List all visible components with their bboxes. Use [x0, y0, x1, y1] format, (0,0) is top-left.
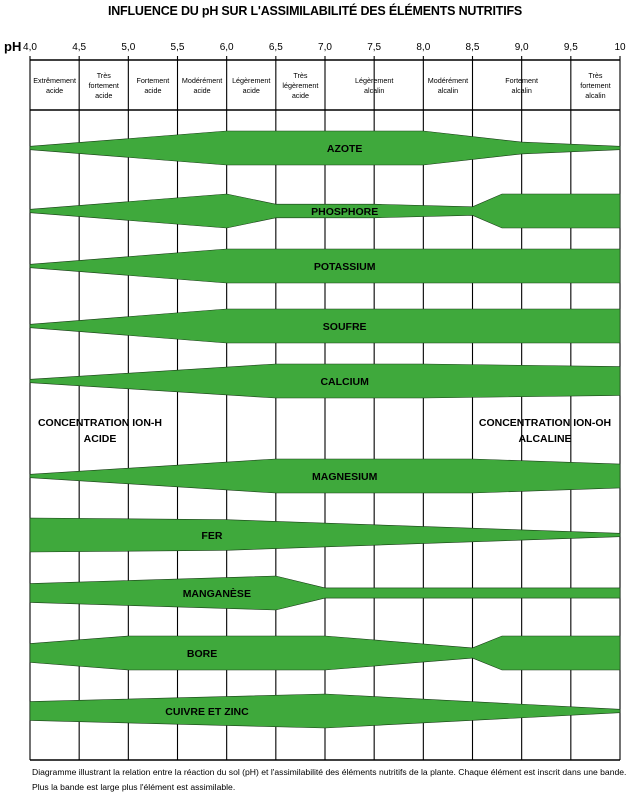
zone-label: Fortement acide — [136, 76, 170, 95]
x-tick-label: 8,5 — [465, 42, 480, 53]
x-tick-label: 6,0 — [219, 42, 234, 53]
concentration-label-left: CONCENTRATION ION-H ACIDE — [37, 417, 163, 445]
x-tick-label: 7,0 — [318, 42, 332, 53]
zone-label: Modérément alcalin — [427, 76, 469, 95]
band-fer — [30, 518, 620, 552]
zone-label: Légèrement alcalin — [354, 76, 394, 95]
x-axis-label: pH — [4, 39, 22, 54]
band-label: MANGANÈSE — [182, 588, 251, 600]
chart-title: INFLUENCE DU pH SUR L'ASSIMILABILITÉ DES ÉLÉMENTS NUTRITIFS — [107, 4, 523, 18]
x-tick-label: 5,5 — [170, 42, 185, 53]
x-tick-label: 9,0 — [514, 42, 529, 53]
band-label: POTASSIUM — [313, 261, 376, 273]
x-tick-label: 5,0 — [121, 42, 136, 53]
x-tick-label: 8,0 — [416, 42, 431, 53]
x-tick-label: 6,5 — [268, 42, 283, 53]
band-label: AZOTE — [326, 143, 363, 155]
zone-label: Légèrement acide — [232, 76, 271, 95]
zone-label: Extrêmement acide — [33, 76, 76, 95]
x-tick-label: 7,5 — [367, 42, 382, 53]
band-label: PHOSPHORE — [311, 206, 379, 218]
zone-label: Très fortement alcalin — [580, 71, 611, 100]
x-tick-label: 4,0 — [23, 42, 37, 53]
x-tick-label: 4,5 — [72, 42, 87, 53]
band-label: CALCIUM — [320, 376, 369, 388]
caption-line-2: Plus la bande est large plus l'élément est assimilable. — [32, 782, 236, 792]
band-label: BORE — [186, 648, 218, 660]
caption-line-1: Diagramme illustrant la relation entre la réaction du sol (pH) et l'assimilabilité des éléments nutritifs de la plante. Chaque élément est inscrit dans une bande. — [32, 767, 627, 777]
band-label: MAGNESIUM — [311, 471, 378, 483]
x-tick-label: 10 — [614, 42, 626, 53]
zone-label: Très légèrement acide — [282, 71, 319, 100]
band-label: SOUFRE — [322, 321, 367, 333]
zone-label: Modérément acide — [181, 76, 223, 95]
band-azote — [30, 131, 620, 165]
concentration-label-right: CONCENTRATION ION-OH ALCALINE — [478, 417, 612, 445]
zone-label: Fortement alcalin — [505, 76, 539, 95]
band-cuivre-et-zinc — [30, 694, 620, 728]
zone-label: Très fortement acide — [88, 71, 119, 100]
x-tick-label: 9,5 — [563, 42, 578, 53]
band-bore — [30, 636, 620, 670]
band-label: FER — [201, 530, 223, 542]
band-label: CUIVRE ET ZINC — [165, 706, 249, 718]
